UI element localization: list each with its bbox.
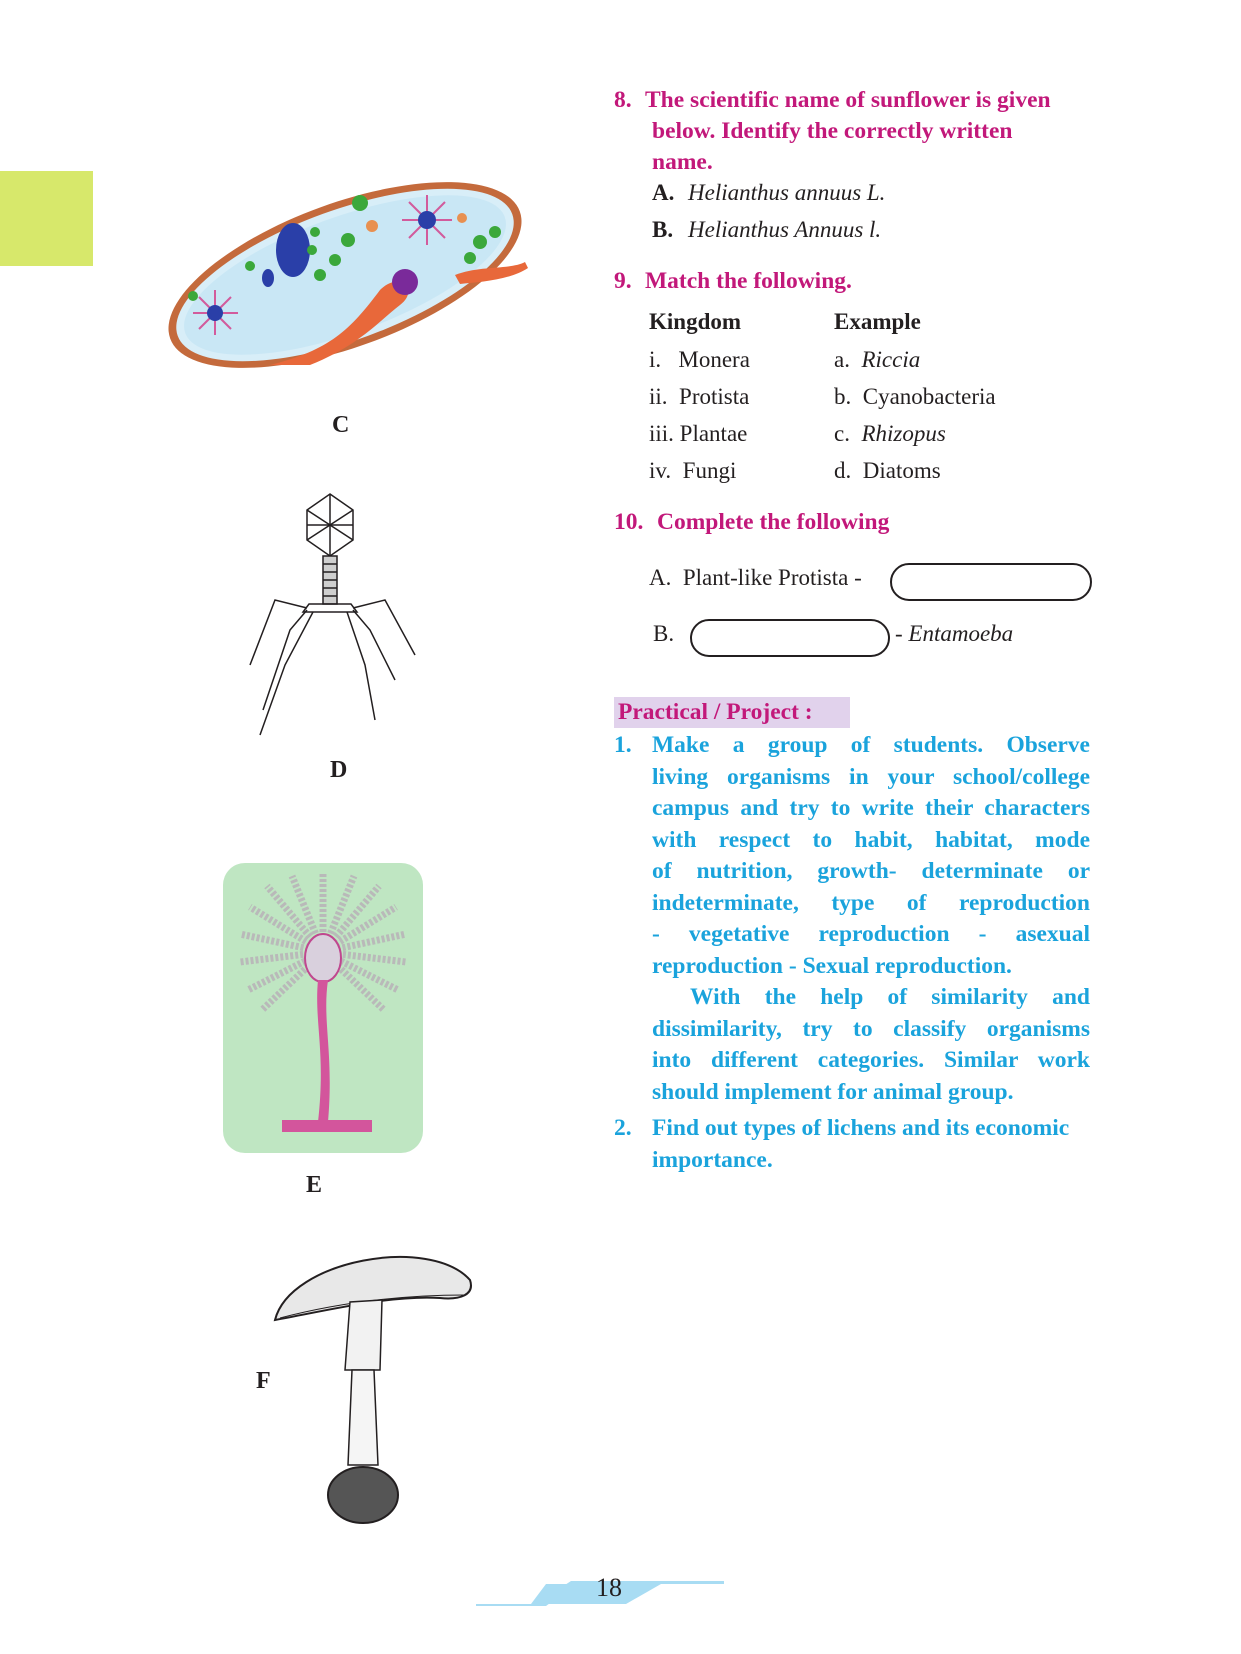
q10-title: Complete the following <box>657 509 890 535</box>
chapter-side-tab <box>0 171 93 266</box>
project-item-2-line-2: importance. <box>652 1147 773 1173</box>
q9-number: 9. <box>614 268 632 294</box>
q9-col1-header: Kingdom <box>649 309 742 334</box>
q9-col2-header: Example <box>834 309 921 334</box>
project-item-1-line-3: campus and try to write their characters <box>652 795 1090 821</box>
project-item-1-line-11: into different categories. Similar work <box>652 1047 1090 1073</box>
q8-title-line-2: below. Identify the correctly written <box>652 118 1013 144</box>
q9-kingdom-4: iv. Fungi <box>649 458 737 483</box>
q8-title-line-1: The scientific name of sunflower is given <box>645 87 1051 113</box>
figure-label-e: E <box>306 1172 323 1198</box>
q10-number: 10. <box>614 509 644 535</box>
q10-b-letter: B. <box>653 621 675 646</box>
figure-label-d: D <box>330 757 348 783</box>
project-item-1-line-9: With the help of similarity and <box>690 984 1090 1010</box>
figure-label-f: F <box>256 1368 271 1394</box>
project-item-1-number: 1. <box>614 732 632 758</box>
q9-example-2: b. Cyanobacteria <box>834 384 996 409</box>
q8-number: 8. <box>614 87 632 113</box>
q10-b-suffix: - Entamoeba <box>895 621 1014 646</box>
project-heading: Practical / Project : <box>614 697 850 728</box>
rhizopus-illustration <box>222 862 424 1154</box>
project-item-1-line-4: with respect to habit, habitat, mode <box>652 827 1090 853</box>
q9-kingdom-1: i. Monera <box>649 347 750 372</box>
q9-kingdom-3: iii. Plantae <box>649 421 748 446</box>
page-number: 18 <box>596 1573 622 1602</box>
q10-a-text: A. Plant-like Protista - <box>649 565 862 590</box>
q9-title: Match the following. <box>645 268 852 294</box>
q9-example-4: d. Diatoms <box>834 458 941 483</box>
project-item-1-line-12: should implement for animal group. <box>652 1079 1014 1105</box>
q8-option-a-letter: A. <box>652 180 675 205</box>
mushroom-illustration <box>270 1240 480 1525</box>
project-item-1-line-8: reproduction - Sexual reproduction. <box>652 953 1012 979</box>
figure-label-c: C <box>332 412 350 438</box>
q8-option-a-text: Helianthus annuus L. <box>688 180 886 205</box>
project-item-1-line-10: dissimilarity, try to classify organisms <box>652 1016 1090 1042</box>
q8-title-line-3: name. <box>652 149 713 175</box>
project-item-2-line-1: Find out types of lichens and its economic <box>652 1115 1070 1141</box>
q9-example-3: c. Rhizopus <box>834 421 946 446</box>
project-item-1-line-6: indeterminate, type of reproduction <box>652 890 1090 916</box>
project-item-1-line-5: of nutrition, growth- determinate or <box>652 858 1090 884</box>
q10-a-answer-box[interactable] <box>890 563 1092 601</box>
q8-option-b-text: Helianthus Annuus l. <box>688 217 882 242</box>
project-item-1-line-7: - vegetative reproduction - asexual <box>652 921 1090 947</box>
project-item-2-number: 2. <box>614 1115 632 1141</box>
project-item-1-line-2: living organisms in your school/college <box>652 764 1090 790</box>
q9-example-1: a. Riccia <box>834 347 921 372</box>
q9-kingdom-2: ii. Protista <box>649 384 750 409</box>
q10-b-answer-box[interactable] <box>690 619 890 657</box>
q8-option-b-letter: B. <box>652 217 674 242</box>
project-item-1-line-1: Make a group of students. Observe <box>652 732 1090 758</box>
bacteriophage-illustration <box>245 490 425 740</box>
paramecium-illustration <box>150 170 540 380</box>
